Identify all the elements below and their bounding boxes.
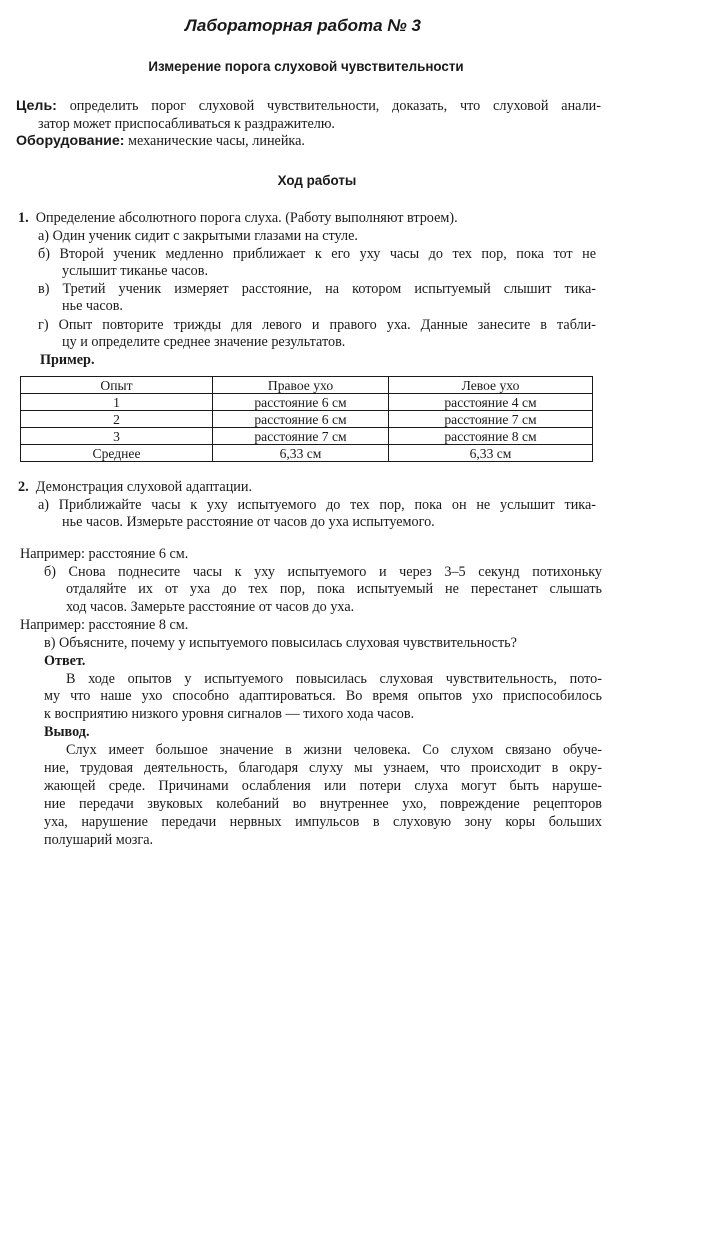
task2-step-b-3: ход часов. Замерьте расстояние от часов до уха.	[66, 599, 355, 615]
task1-step-g-2: цу и определите среднее значение результатов.	[62, 334, 346, 350]
task1-step-b-2: услышит тиканье часов.	[62, 263, 209, 279]
answer-line-3: к восприятию низкого уровня сигналов — тихого хода часов.	[44, 706, 415, 722]
results-table	[20, 376, 593, 462]
task2-title-line	[18, 479, 252, 496]
task2-example-1: Например: расстояние 6 см.	[20, 546, 189, 562]
conclusion-line-5: уха, нарушение передачи нервных импульсов в слуховую зону коры больших	[44, 814, 602, 830]
task1-step-g-1: г) Опыт повторите трижды для левого и правого уха. Данные занесите в табли-	[38, 317, 596, 333]
equipment-text: механические часы, линейка.	[128, 133, 305, 149]
table-row	[21, 394, 593, 411]
table-cell: расстояние 6 см	[213, 394, 389, 411]
table-cell: расстояние 4 см	[389, 394, 593, 411]
goal-text-1: определить порог слуховой чувствительности, доказать, что слуховой анали-	[69, 98, 601, 114]
goal-line-1	[16, 98, 601, 115]
lab-subtitle: Измерение порога слуховой чувствительности	[148, 59, 464, 74]
conclusion-line-2: ние, трудовая деятельность, благодаря слуху мы узнаем, что происходит в окру-	[44, 760, 602, 776]
table-cell: 2	[21, 411, 213, 428]
task1-step-v-1: в) Третий ученик измеряет расстояние, на котором испытуемый слышит тика-	[38, 281, 596, 297]
conclusion-line-1: Слух имеет большое значение в жизни человека. Со слухом связано обуче-	[66, 742, 602, 758]
answer-line-1: В ходе опытов у испытуемого повысилась слуховая чувствительность, пото-	[66, 671, 602, 687]
goal-label: Цель:	[16, 98, 57, 114]
table-header-cell: Левое ухо	[389, 377, 593, 394]
task1-step-b-1: б) Второй ученик медленно приближает к его уху часы до тех пор, пока тот не	[38, 246, 596, 262]
task2-step-b-2: отдаляйте их от уха до тех пор, пока испытуемый не перестанет слышать	[66, 581, 602, 597]
table-cell: 6,33 см	[213, 445, 389, 462]
task1-step-a: а) Один ученик сидит с закрытыми глазами на стуле.	[38, 228, 358, 244]
table-cell: расстояние 6 см	[213, 411, 389, 428]
table-cell: расстояние 7 см	[213, 428, 389, 445]
conclusion-line-3: жающей среде. Причинами ослабления или потери слуха могут быть наруше-	[44, 778, 602, 794]
task1-number: 1.	[18, 210, 29, 226]
conclusion-label: Вывод.	[44, 724, 90, 740]
table-row	[21, 411, 593, 428]
answer-line-2: му что наше ухо способно адаптироваться. Во время опытов ухо приспособилось	[44, 688, 602, 704]
task2-step-v: в) Объясните, почему у испытуемого повысилась слуховая чувствительность?	[44, 635, 517, 651]
task2-title: Демонстрация слуховой адаптации.	[35, 479, 253, 495]
task1-title: Определение абсолютного порога слуха. (Работу выполняют втроем).	[35, 210, 458, 226]
task2-number: 2.	[18, 479, 29, 495]
table-cell: 3	[21, 428, 213, 445]
task2-step-a-1: а) Приближайте часы к уху испытуемого до тех пор, пока он не услышит тика-	[38, 497, 596, 513]
conclusion-line-4: ние передачи звуковых колебаний во внутреннее ухо, повреждение рецепторов	[44, 796, 602, 812]
answer-label: Ответ.	[44, 653, 86, 669]
task2-step-a-2: нье часов. Измерьте расстояние от часов до уха испытуемого.	[62, 514, 435, 530]
conclusion-line-6: полушарий мозга.	[44, 832, 154, 848]
table-cell: расстояние 7 см	[389, 411, 593, 428]
equipment-line	[16, 133, 305, 150]
table-cell: Среднее	[21, 445, 213, 462]
table-header-cell: Опыт	[21, 377, 213, 394]
task1-title-line	[18, 210, 458, 227]
table-cell: 6,33 см	[389, 445, 593, 462]
task1-step-v-2: нье часов.	[62, 298, 123, 314]
goal-line-2: затор может приспосабливаться к раздражителю.	[38, 116, 335, 132]
example-label: Пример.	[40, 352, 95, 368]
task2-example-2: Например: расстояние 8 см.	[20, 617, 189, 633]
table-cell: 1	[21, 394, 213, 411]
table-row-average	[21, 445, 593, 462]
table-cell: расстояние 8 см	[389, 428, 593, 445]
procedure-heading: Ход работы	[277, 173, 357, 188]
table-row	[21, 428, 593, 445]
task2-step-b-1: б) Снова поднесите часы к уху испытуемого и через 3–5 секунд потихоньку	[44, 564, 602, 580]
page-title: Лабораторная работа № 3	[185, 16, 421, 35]
equipment-label: Оборудование:	[16, 133, 125, 149]
table-header-cell: Правое ухо	[213, 377, 389, 394]
table-header-row	[21, 377, 593, 394]
